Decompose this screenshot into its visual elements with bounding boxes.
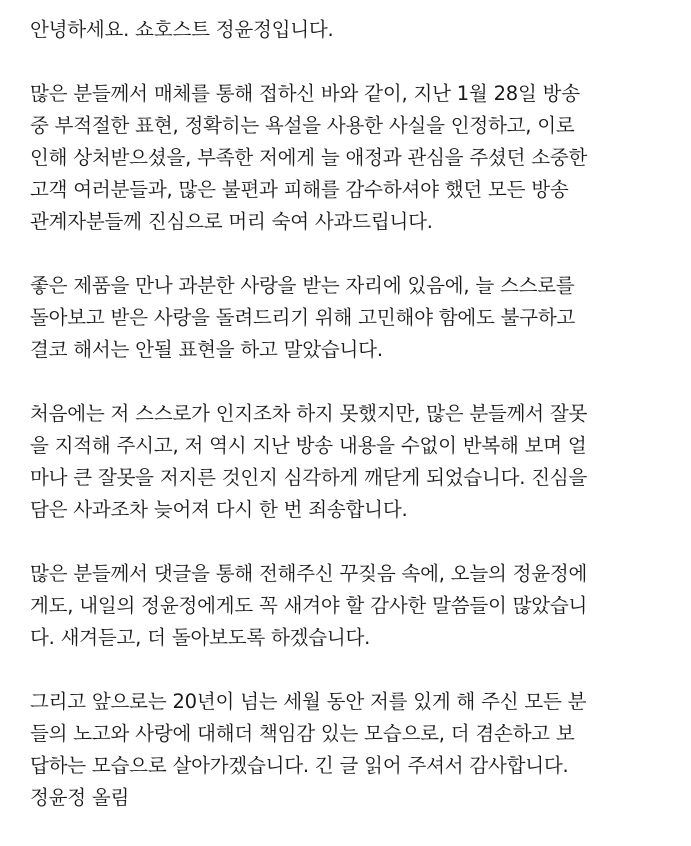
text-line: 결코 해서는 안될 표현을 하고 말았습니다. <box>30 338 383 361</box>
text-line: 인해 상처받으셨을, 부족한 저에게 늘 애정과 관심을 주셨던 소중한 <box>30 146 588 169</box>
signature-line: 정윤정 올림 <box>30 786 130 809</box>
text-line: 돌아보고 받은 사랑을 돌려드리기 위해 고민해야 함에도 불구하고 <box>30 306 576 329</box>
text-line: 담은 사과조차 늦어져 다시 한 번 죄송합니다. <box>30 498 408 521</box>
text-line: 마나 큰 잘못을 저지른 것인지 심각하게 깨닫게 되었습니다. 진심을 <box>30 466 588 489</box>
paragraph-greeting <box>30 14 685 46</box>
paragraph-apology <box>30 78 685 238</box>
text-line: 많은 분들께서 댓글을 통해 전해주신 꾸짖음 속에, 오늘의 정윤정에 <box>30 562 588 585</box>
paragraph-comments <box>30 558 685 654</box>
text-line: 게도, 내일의 정윤정에게도 꼭 새겨야 할 감사한 말씀들이 많았습니 <box>30 594 588 617</box>
text-line: 좋은 제품을 만나 과분한 사랑을 받는 자리에 있음에, 늘 스스로를 <box>30 274 575 297</box>
text-line: 안녕하세요. 쇼호스트 정윤정입니다. <box>30 18 334 41</box>
text-line: 중 부적절한 표현, 정확히는 욕설을 사용한 사실을 인정하고, 이로 <box>30 114 575 137</box>
text-line: 을 지적해 주시고, 저 역시 지난 방송 내용을 수없이 반복해 보며 얼 <box>30 434 587 457</box>
paragraph-reflection <box>30 270 685 366</box>
text-line: 처음에는 저 스스로가 인지조차 하지 못했지만, 많은 분들께서 잘못 <box>30 402 588 425</box>
text-line: 다. 새겨듣고, 더 돌아보도록 하겠습니다. <box>30 626 371 649</box>
apology-letter <box>30 14 685 846</box>
paragraph-closing <box>30 686 685 814</box>
text-line: 들의 노고와 사랑에 대해더 책임감 있는 모습으로, 더 겸손하고 보 <box>30 722 575 745</box>
paragraph-realization <box>30 398 685 526</box>
text-line: 그리고 앞으로는 20년이 넘는 세월 동안 저를 있게 해 주신 모든 분 <box>30 690 587 713</box>
text-line: 답하는 모습으로 살아가겠습니다. 긴 글 읽어 주셔서 감사합니다. <box>30 754 569 777</box>
text-line: 관계자분들께 진심으로 머리 숙여 사과드립니다. <box>30 210 433 233</box>
text-line: 많은 분들께서 매체를 통해 접하신 바와 같이, 지난 1월 28일 방송 <box>30 82 580 105</box>
text-line: 고객 여러분들과, 많은 불편과 피해를 감수하셔야 했던 모든 방송 <box>30 178 569 201</box>
